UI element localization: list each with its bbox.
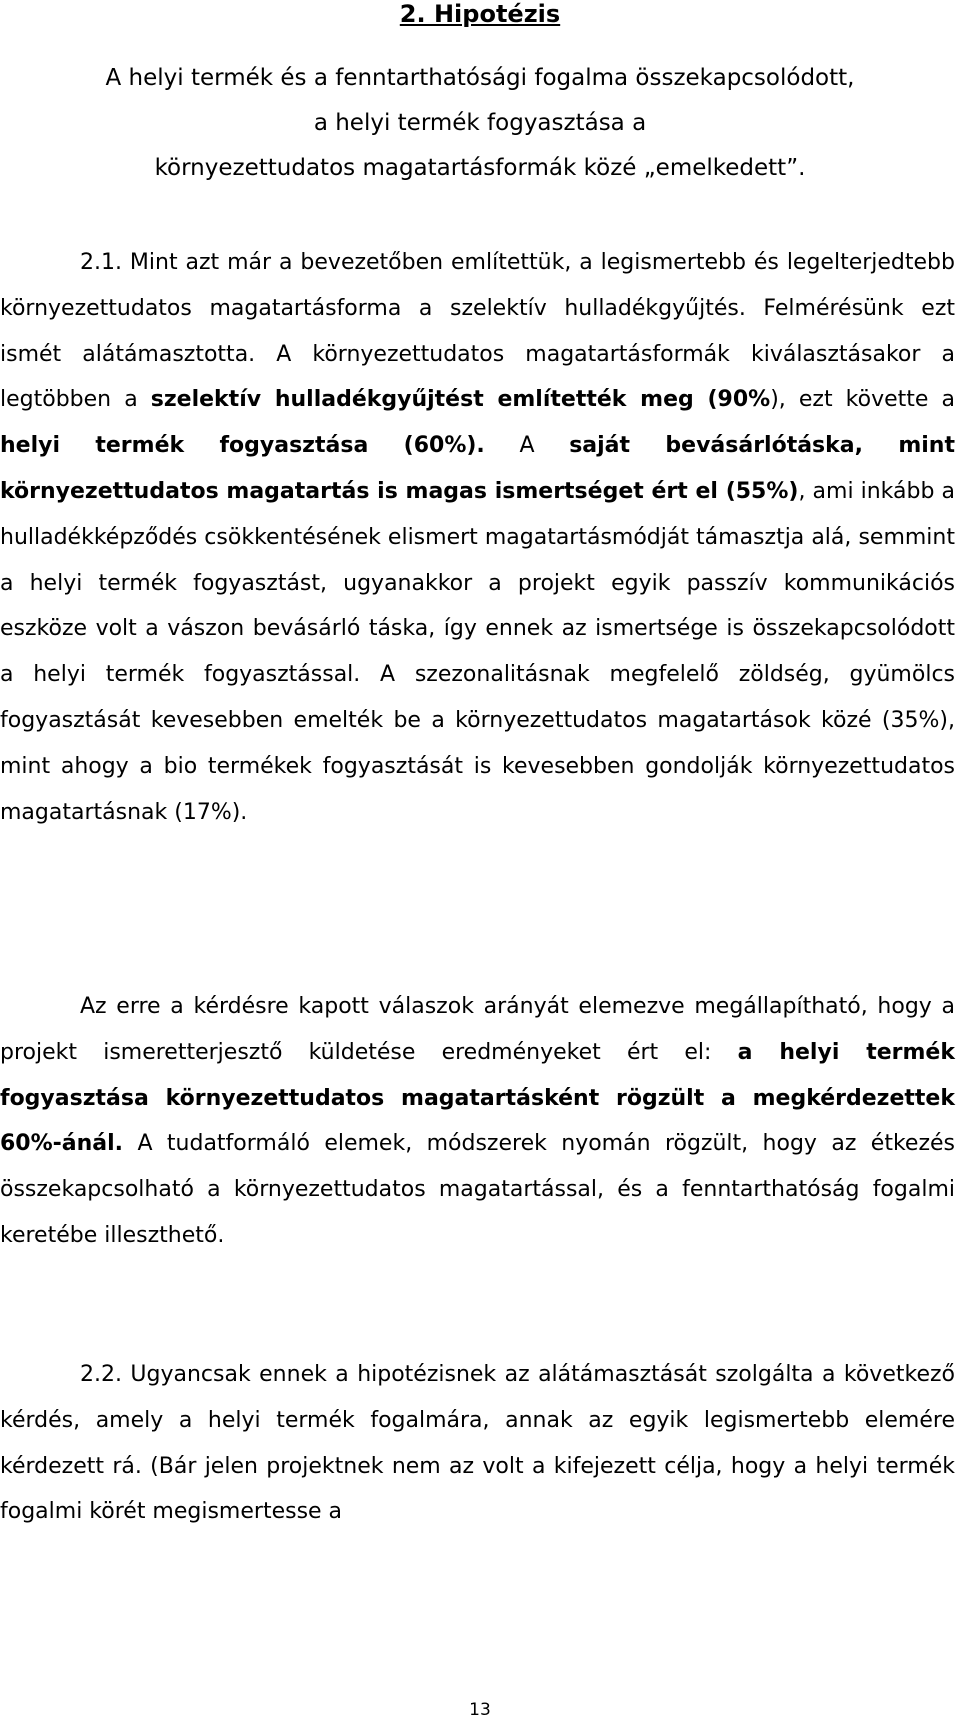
paragraph-analysis	[0, 984, 955, 1259]
text-run: 2.1. Mint azt már a bevezetőben említettük, a legismertebb és legelterjedtebb környezettudatos magatartásforma a szelektív hulladékgyűjtés. Felmérésünk ezt ismét alátámasztotta. A környezettudatos magatartásformák kiválasztásakor a legtöbben a	[0, 250, 955, 413]
text-run: 2.2. Ugyancsak ennek a hipotézisnek az alátámasztását szolgálta a következő kérdés, amely a helyi termék fogalmára, annak az egyik legismertebb elemére kérdezett rá. (Bár jelen projektnek nem az volt a kifejezett célja, hogy a helyi termék fogalmi körét megismertesse a	[0, 1362, 955, 1525]
bold-text-run: saját bevásárlótáska, mint környezettudatos magatartás is magas ismertséget ért el (55%)	[0, 433, 955, 504]
text-run: A tudatformáló elemek, módszerek nyomán rögzült, hogy az étkezés összekapcsolható a környezettudatos magatartással, és a fenntarthatóság fogalmi keretébe illeszthető.	[0, 1131, 955, 1248]
text-run: ), ezt követte a	[770, 387, 955, 413]
hypothesis-line-2: a helyi termék fogyasztása a	[313, 110, 647, 136]
hypothesis-line-1: A helyi termék és a fenntarthatósági fogalma összekapcsolódott,	[105, 65, 855, 91]
text-run: , ami inkább a hulladékképződés csökkentésének elismert magatartásmódját támasztja alá, semmint a helyi termék fogyasztást, ugyanakkor a projekt egyik passzív kommunikációs eszköze volt a vászon bevásárló táska, így ennek az ismertsége is összekapcsolódott a helyi termék fogyasztással. A szezonalitásnak megfelelő zöldség, gyümölcs fogyasztását kevesebben emelték be a környezettudatos magatartások közé (35%), mint ahogy a bio termékek fogyasztását is kevesebben gondolják környezettudatos magatartásnak (17%).	[0, 478, 955, 825]
hypothesis-statement	[40, 56, 920, 191]
bold-text-run: a helyi termék fogyasztása környezettudatos magatartásként rögzült a megkérdezettek 60%-ánál.	[0, 1039, 955, 1157]
bold-text-run: helyi termék fogyasztása (60%).	[0, 433, 485, 459]
bold-text-run: szelektív hulladékgyűjtést említették meg (90%	[150, 387, 771, 413]
hypothesis-line-3: környezettudatos magatartásformák közé „emelkedett”.	[154, 155, 806, 181]
page-number: 13	[469, 1700, 491, 1720]
page-title: 2. Hipotézis	[399, 0, 561, 28]
text-run: A	[484, 433, 570, 459]
paragraph-2-2	[0, 1352, 955, 1535]
text-run: Az erre a kérdésre kapott válaszok arányát elemezve megállapítható, hogy a projekt ismeretterjesztő küldetése eredményeket ért el:	[0, 994, 955, 1065]
paragraph-2-1	[0, 240, 955, 835]
